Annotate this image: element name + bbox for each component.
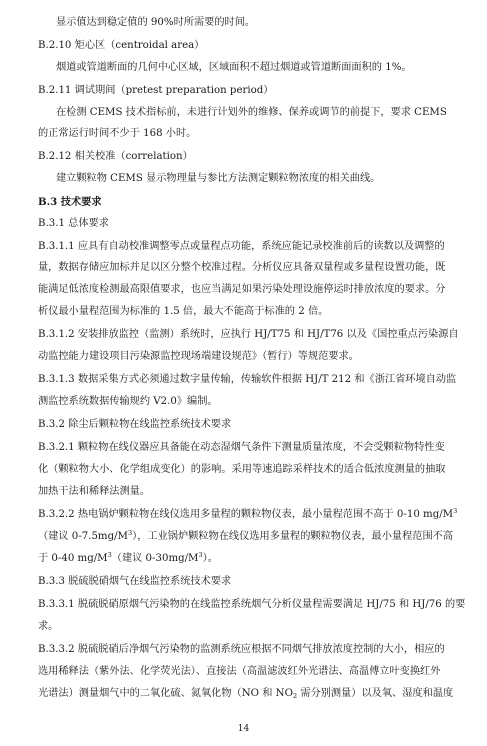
text-line: 化（颗粒物大小、化学组成变化）的影响。采用等速追踪采样技术的适合低浓度测量的抽取 [38, 464, 446, 475]
text-line: 能满足低浓度检测最高限值要求，也应当满足如果污染处理设施停运时排放浓度的要求。分 [38, 284, 446, 295]
superscript: 3 [198, 551, 203, 559]
superscript: 3 [127, 529, 133, 537]
text-line: 烟道或管道断面的几何中心区域，区域面积不超过烟道或管道断面面积的 1%。 [56, 62, 412, 73]
text-run: ）。 [202, 553, 218, 564]
text-run: 光谱法）测量烟气中的二氧化硫、氮氧化物（NO 和 NO [38, 688, 293, 699]
text-line [38, 530, 453, 544]
text-run: B.3.2.2 热电锅炉颗粒物在线仪选用多量程的颗粒物仪表，最小量程范围不高于 0-10 mg/M [38, 509, 454, 520]
section-heading: B.3.3 脱硫脱硝烟气在线监控系统技术要求 [38, 576, 232, 587]
text-line: 动监控能力建设项目污染源监控现场端建设规范》（暂行）等规范要求。 [38, 351, 359, 362]
text-run: （建议 0-7.5mg/M [38, 531, 128, 542]
text-line: 在检测 CEMS 技术指标前，未进行计划外的维修、保养或调节的前提下，要求 CEMS [56, 107, 447, 118]
text-line: 的正常运行时间不少于 168 小时。 [38, 128, 197, 139]
text-line: B.3.3.2 脱硫脱硝后净烟气污染物的监测系统应根据不同烟气排放浓度控制的大小，相应的 [38, 644, 445, 655]
text-run: 需分别测量）以及氧、湿度和温度 [297, 688, 454, 699]
text-run: 于 0-40 mg/M [38, 553, 108, 564]
text-line [38, 508, 457, 522]
section-heading: B.2.10 矩心区（centroidal area） [38, 40, 205, 51]
text-line: 显示值达到稳定值的 90%时所需要的时间。 [56, 17, 256, 28]
text-run: ），工业锅炉颗粒物在线仪选用多量程的颗粒物仪表，最小量程范围不高 [132, 531, 454, 542]
section-heading: B.2.12 相关校准（correlation） [38, 151, 193, 162]
text-line: B.3.3.1 脱硫脱硝原烟气污染物的在线监控系统烟气分析仪量程需要满足 HJ/75 和 HJ/76 的要 [38, 599, 466, 610]
text-line: 测监控系统数据传输规约 V2.0》编制。 [38, 396, 218, 407]
text-line [38, 687, 453, 701]
section-heading: B.3.2 除尘后颗粒物在线监控系统技术要求 [38, 419, 232, 430]
subscript: 2 [292, 692, 298, 700]
text-line: 选用稀释法（紫外法、化学荧光法）、直接法（高温滤波红外光谱法、高温傅立叶变换红外 [38, 666, 441, 677]
text-line: B.3.1.3 数据采集方式必须通过数字量传输，传输软件根据 HJ/T 212 和《浙江省环境自动监 [38, 374, 457, 385]
text-line: 求。 [38, 621, 59, 632]
section-heading: B.2.11 调试期间（pretest preparation period） [38, 85, 274, 96]
text-line [38, 552, 218, 566]
text-line: 加热干法和稀释法测量。 [38, 486, 151, 497]
section-heading: B.3 技术要求 [38, 196, 102, 208]
text-line: 建立颗粒物 CEMS 显示物理量与参比方法测定颗粒物浓度的相关曲线。 [56, 173, 381, 184]
superscript: 3 [107, 551, 112, 559]
section-heading: B.3.1 总体要求 [38, 218, 109, 229]
text-line: B.3.1.2 安装排放监控（监测）系统时，应执行 HJ/T75 和 HJ/T76 以及《国控重点污染源自 [38, 329, 459, 340]
text-line: B.3.2.1 颗粒物在线仪器应具备能在动态湿烟气条件下测量质量浓度，不会受颗粒物特性变 [38, 442, 445, 453]
superscript: 3 [453, 507, 458, 515]
page-number: 14 [237, 724, 250, 734]
text-line: B.3.1.1 应具有自动校准调整零点或量程点功能，系统应能记录校准前后的读数以及调整的 [38, 241, 445, 252]
text-line: 析仪最小量程范围为标准的 1.5 倍，最大不能高于标准的 2 倍。 [38, 306, 329, 317]
text-run: （建议 0-30mg/M [111, 553, 199, 564]
text-line: 量，数据存储应加标并足以区分整个校准过程。分析仪应具备双量程或多量程设置功能，既 [38, 262, 446, 273]
